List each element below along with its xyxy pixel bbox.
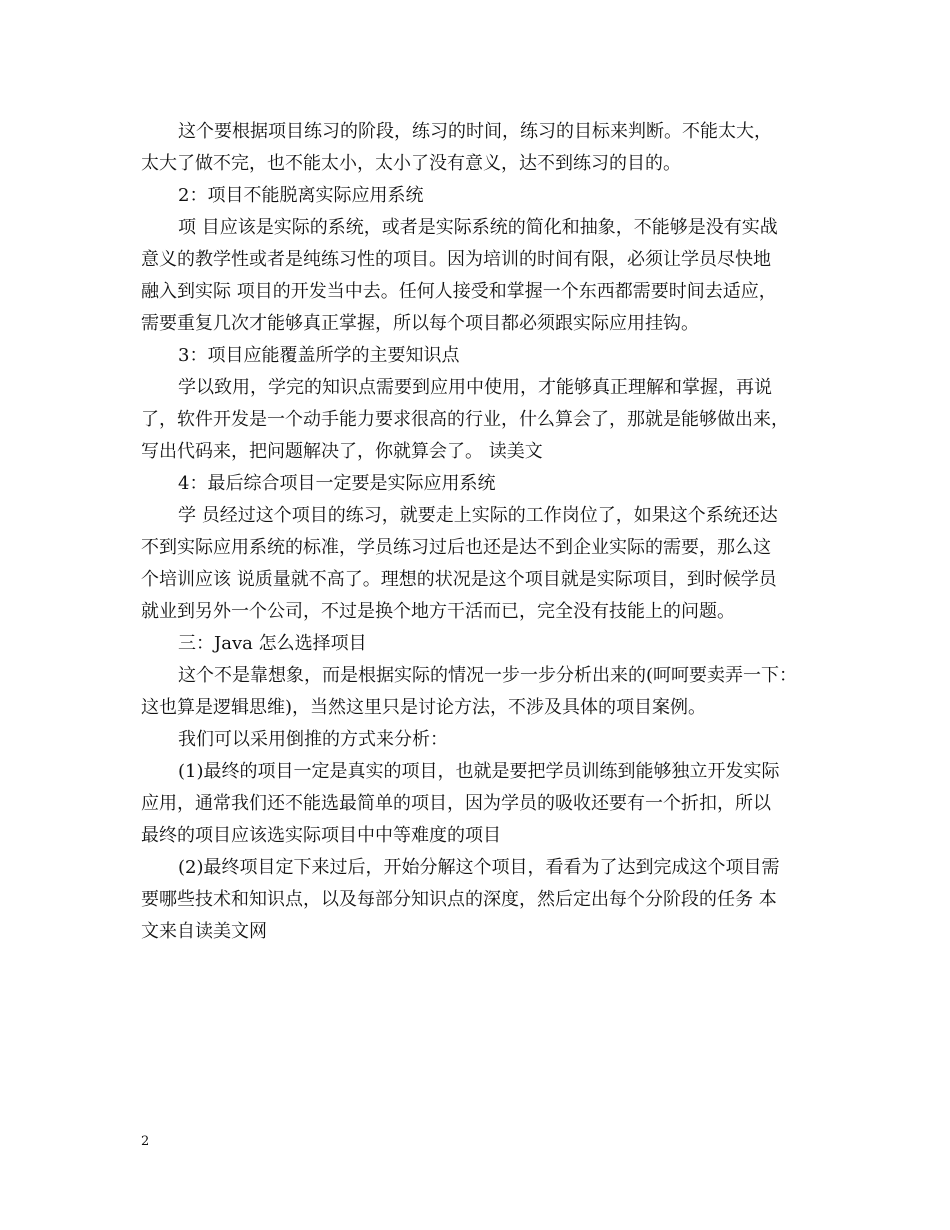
paragraph-line: 就业到另外一个公司，不过是换个地方干活而已，完全没有技能上的问题。 bbox=[141, 601, 735, 622]
paragraph-line: 项 目应该是实际的系统，或者是实际系统的简化和抽象，不能够是没有实战 bbox=[178, 217, 778, 238]
paragraph-line: 融入到实际 项目的开发当中去。任何人接受和掌握一个东西都需要时间去适应， bbox=[141, 281, 777, 302]
paragraph-line: (2)最终项目定下来过后，开始分解这个项目，看看为了达到完成这个项目需 bbox=[178, 857, 780, 878]
paragraph-line: 文来自读美文网 bbox=[141, 921, 267, 942]
paragraph-line: 写出代码来，把问题解决了，你就算会了。 读美文 bbox=[141, 441, 543, 462]
paragraph-line: 了，软件开发是一个动手能力要求很高的行业，什么算会了，那就是能够做出来， bbox=[141, 409, 789, 430]
paragraph-line: 太大了做不完，也不能太小，太小了没有意义，达不到练习的目的。 bbox=[141, 153, 681, 174]
paragraph-line: 我们可以采用倒推的方式来分析： bbox=[178, 729, 448, 750]
section-heading: 2：项目不能脱离实际应用系统 bbox=[178, 185, 424, 206]
paragraph-line: 这也算是逻辑思维)，当然这里只是讨论方法，不涉及具体的项目案例。 bbox=[141, 697, 707, 718]
paragraph-line: (1)最终的项目一定是真实的项目，也就是要把学员训练到能够独立开发实际 bbox=[178, 761, 780, 782]
paragraph-line: 最终的项目应该选实际项目中中等难度的项目 bbox=[141, 825, 501, 846]
section-heading: 三：Java 怎么选择项目 bbox=[178, 633, 367, 654]
section-heading: 3：项目应能覆盖所学的主要知识点 bbox=[178, 345, 460, 366]
paragraph-line: 要哪些技术和知识点，以及每部分知识点的深度，然后定出每个分阶段的任务 本 bbox=[141, 889, 777, 910]
paragraph-line: 应用，通常我们还不能选最简单的项目，因为学员的吸收还要有一个折扣，所以 bbox=[141, 793, 771, 814]
paragraph-line: 个培训应该 说质量就不高了。理想的状况是这个项目就是实际项目，到时候学员 bbox=[141, 569, 777, 590]
paragraph-line: 学以致用，学完的知识点需要到应用中使用，才能够真正理解和掌握，再说 bbox=[178, 377, 772, 398]
paragraph-line: 这个要根据项目练习的阶段，练习的时间，练习的目标来判断。不能太大， bbox=[178, 121, 772, 142]
section-heading: 4：最后综合项目一定要是实际应用系统 bbox=[178, 473, 496, 494]
paragraph-line: 意义的教学性或者是纯练习性的项目。因为培训的时间有限，必须让学员尽快地 bbox=[141, 249, 771, 270]
paragraph-line: 不到实际应用系统的标准，学员练习过后也还是达不到企业实际的需要，那么这 bbox=[141, 537, 771, 558]
paragraph-line: 学 员经过这个项目的练习，就要走上实际的工作岗位了，如果这个系统还达 bbox=[178, 505, 778, 526]
paragraph-line: 这个不是靠想象，而是根据实际的情况一步一步分析出来的(呵呵要卖弄一下： bbox=[178, 665, 798, 686]
paragraph-line: 需要重复几次才能够真正掌握，所以每个项目都必须跟实际应用挂钩。 bbox=[141, 313, 699, 334]
document-body bbox=[141, 116, 821, 948]
page-number: 2 bbox=[141, 1134, 150, 1149]
